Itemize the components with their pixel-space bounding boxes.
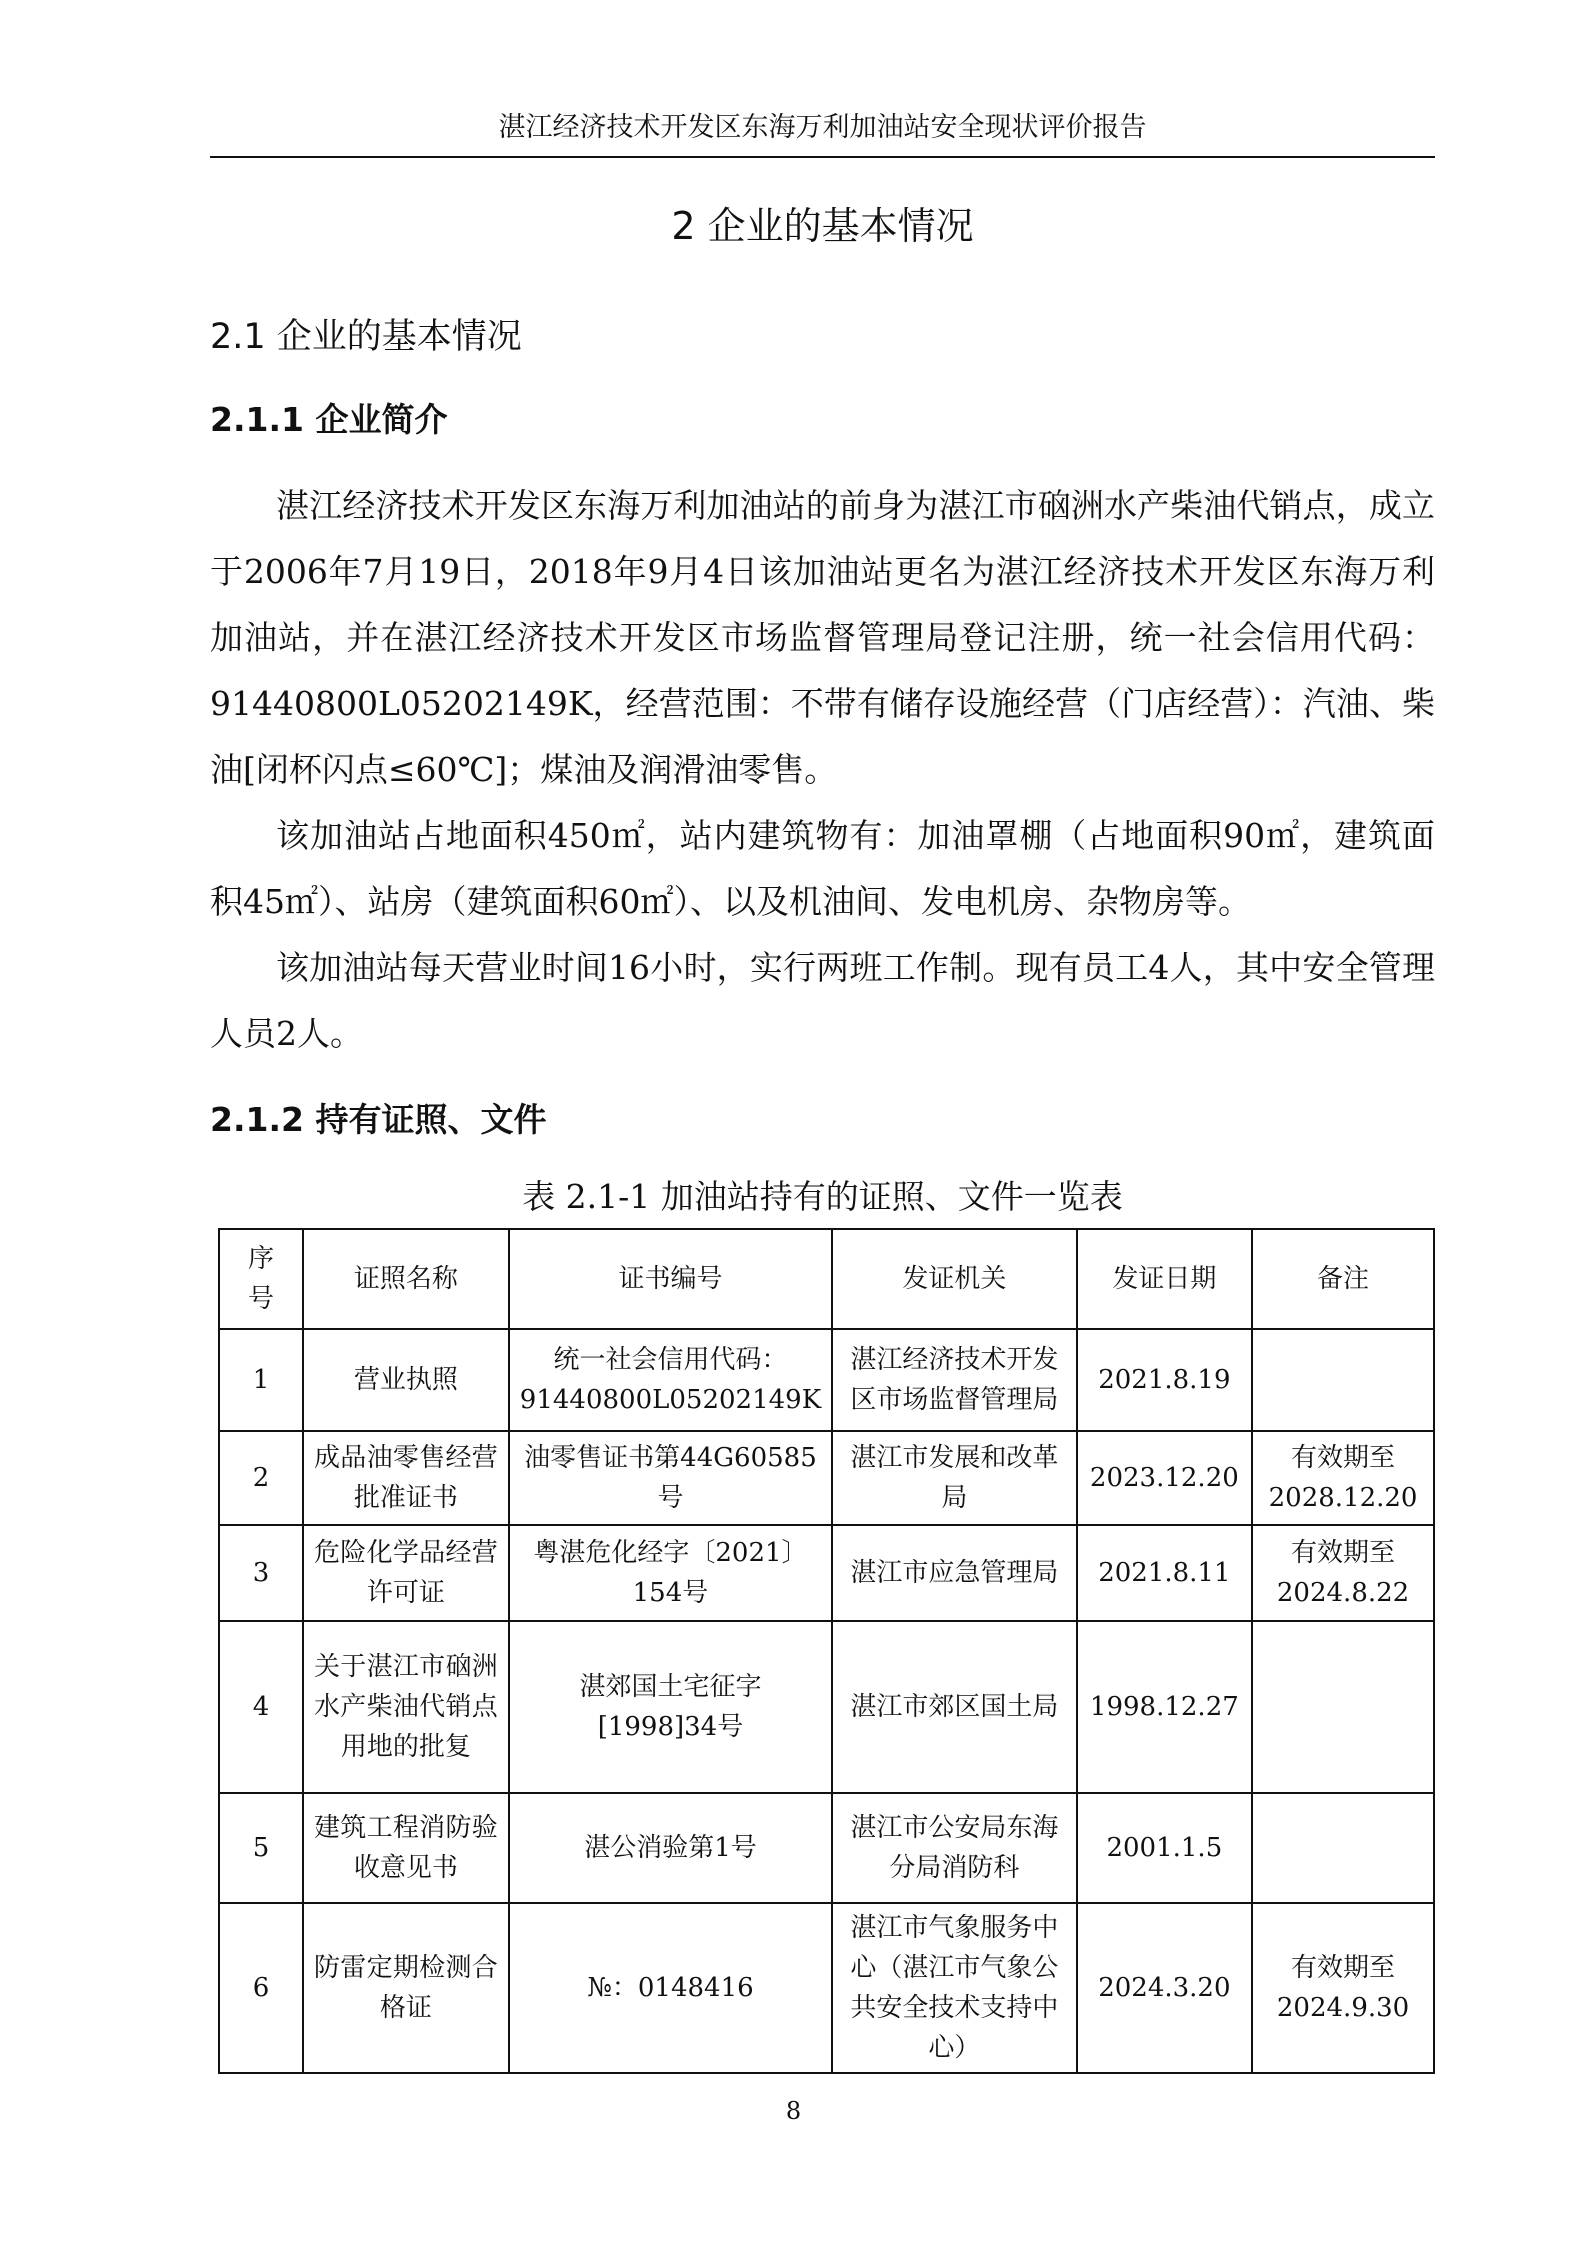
page-number: 8 (785, 2097, 802, 2125)
cell-cert-name: 营业执照 (303, 1329, 509, 1431)
cell-cert-name: 关于湛江市硇洲水产柴油代销点用地的批复 (303, 1621, 509, 1793)
table-caption: 表 2.1-1 加油站持有的证照、文件一览表 (522, 1177, 1123, 1216)
header-rule (210, 156, 1435, 158)
cell-authority: 湛江市公安局东海分局消防科 (832, 1793, 1076, 1903)
header-cell-remark: 备注 (1252, 1229, 1434, 1329)
cell-remark: 有效期至2024.8.22 (1252, 1525, 1434, 1621)
cell-remark (1252, 1329, 1434, 1431)
paragraph-company-intro: 湛江经济技术开发区东海万利加油站的前身为湛江市硇洲水产柴油代销点，成立于2006年7月19日，2018年9月4日该加油站更名为湛江经济技术开发区东海万利加油站，并在湛江经济技术开发区市场监督管理局登记注册，统一社会信用代码：91440800L05202149K，经营范围：不带有储存设施经营（门店经营）：汽油、柴油[闭杯闪点≤60℃]；煤油及润滑油零售。 (210, 486, 1435, 789)
cell-cert-number: №：0148416 (509, 1903, 832, 2073)
cell-cert-number: 湛公消验第1号 (509, 1793, 832, 1903)
cell-index: 6 (219, 1903, 303, 2073)
table-header-row (219, 1229, 1434, 1329)
cell-cert-name: 危险化学品经营许可证 (303, 1525, 509, 1621)
table-row (219, 1329, 1434, 1431)
cell-cert-number: 湛郊国土宅征字[1998]34号 (509, 1621, 832, 1793)
cell-cert-name: 建筑工程消防验收意见书 (303, 1793, 509, 1903)
cell-remark: 有效期至2024.9.30 (1252, 1903, 1434, 2073)
header-cell-date: 发证日期 (1077, 1229, 1253, 1329)
cell-index: 5 (219, 1793, 303, 1903)
cell-cert-name: 防雷定期检测合格证 (303, 1903, 509, 2073)
cell-authority: 湛江市郊区国土局 (832, 1621, 1076, 1793)
cell-issue-date: 1998.12.27 (1077, 1621, 1253, 1793)
subsection-title-profile: 2.1.1 企业简介 (210, 400, 448, 439)
table-row (219, 1621, 1434, 1793)
chapter-title: 2 企业的基本情况 (671, 204, 974, 248)
cell-cert-name: 成品油零售经营批准证书 (303, 1431, 509, 1525)
cell-index: 3 (219, 1525, 303, 1621)
header-cell-index: 序号 (219, 1229, 303, 1329)
paragraph-staffing: 该加油站每天营业时间16小时，实行两班工作制。现有员工4人，其中安全管理人员2人。 (210, 948, 1435, 1053)
cell-cert-number: 油零售证书第44G60585号 (509, 1431, 832, 1525)
paragraph-site-area: 该加油站占地面积450㎡，站内建筑物有：加油罩棚（占地面积90㎡，建筑面积45㎡）、站房（建筑面积60㎡）、以及机油间、发电机房、杂物房等。 (210, 816, 1435, 921)
cell-authority: 湛江经济技术开发区市场监督管理局 (832, 1329, 1076, 1431)
cell-index: 2 (219, 1431, 303, 1525)
subsection-title-certificates: 2.1.2 持有证照、文件 (210, 1100, 547, 1139)
cell-authority: 湛江市发展和改革局 (832, 1431, 1076, 1525)
header-cell-authority: 发证机关 (832, 1229, 1076, 1329)
cell-index: 4 (219, 1621, 303, 1793)
cell-authority: 湛江市气象服务中心（湛江市气象公共安全技术支持中心） (832, 1903, 1076, 2073)
table-row (219, 1793, 1434, 1903)
cell-cert-number: 粤湛危化经字〔2021〕154号 (509, 1525, 832, 1621)
cell-issue-date: 2024.3.20 (1077, 1903, 1253, 2073)
header-cell-number: 证书编号 (509, 1229, 832, 1329)
table-row (219, 1525, 1434, 1621)
cell-issue-date: 2021.8.11 (1077, 1525, 1253, 1621)
cell-issue-date: 2023.12.20 (1077, 1431, 1253, 1525)
running-header: 湛江经济技术开发区东海万利加油站安全现状评价报告 (498, 112, 1147, 143)
cell-remark (1252, 1793, 1434, 1903)
cell-remark: 有效期至2028.12.20 (1252, 1431, 1434, 1525)
certificates-table (218, 1228, 1435, 2074)
cell-remark (1252, 1621, 1434, 1793)
cell-authority: 湛江市应急管理局 (832, 1525, 1076, 1621)
cell-cert-number: 统一社会信用代码：91440800L05202149K (509, 1329, 832, 1431)
cell-issue-date: 2001.1.5 (1077, 1793, 1253, 1903)
cell-index: 1 (219, 1329, 303, 1431)
section-title: 2.1 企业的基本情况 (210, 317, 522, 357)
cell-issue-date: 2021.8.19 (1077, 1329, 1253, 1431)
table-row (219, 1903, 1434, 2073)
header-cell-name: 证照名称 (303, 1229, 509, 1329)
table-row (219, 1431, 1434, 1525)
